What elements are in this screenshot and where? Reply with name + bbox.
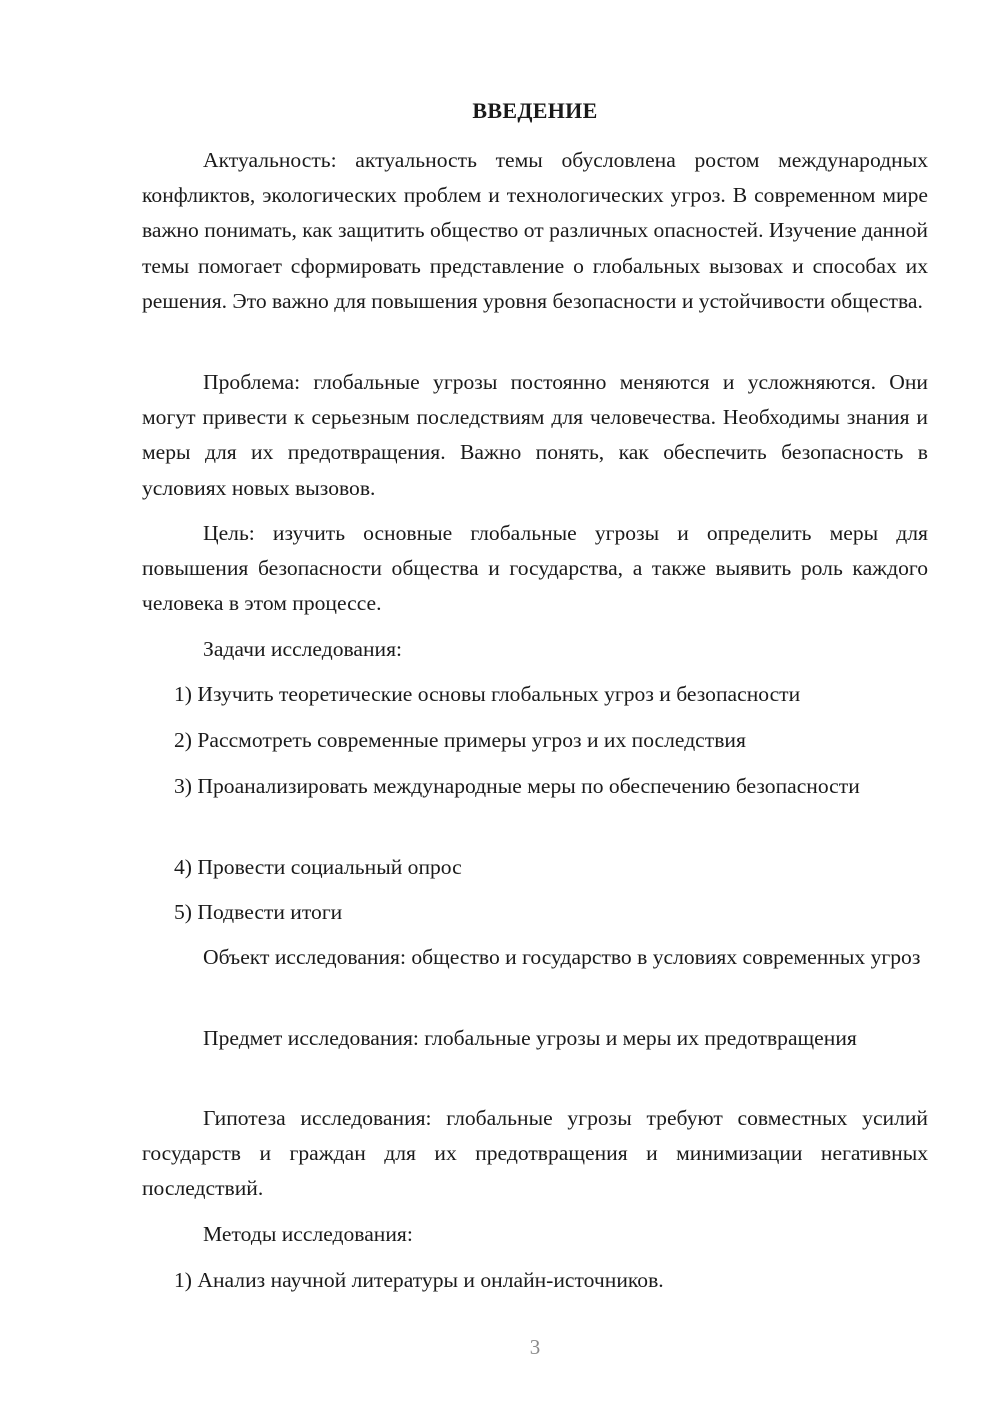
tasks-heading: Задачи исследования:: [203, 637, 403, 661]
subject-paragraph: Предмет исследования: глобальные угрозы и меры их предотвращения: [203, 1026, 857, 1050]
task-item-1: 1) Изучить теоретические основы глобальных угроз и безопасности: [174, 682, 801, 706]
hypothesis-paragraph: Гипотеза исследования: глобальные угрозы требуют совместных усилий государств и граждан для их предотвращения и минимизации негативных последствий.: [142, 1106, 928, 1201]
methods-heading: Методы исследования:: [203, 1222, 413, 1246]
problem-paragraph: Проблема: глобальные угрозы постоянно меняются и усложняются. Они могут привести к серьезным последствиям для человечества. Необходимы знания и меры для их предотвращения. Важно понять, как обеспечить безопасность в условиях новых вызовов.: [142, 370, 928, 500]
goal-paragraph: Цель: изучить основные глобальные угрозы и определить меры для повышения безопасности общества и государства, а также выявить роль каждого человека в этом процессе.: [142, 521, 928, 616]
task-item-4: 4) Провести социальный опрос: [174, 855, 462, 879]
section-heading: ВВЕДЕНИЕ: [472, 98, 598, 123]
task-item-5: 5) Подвести итоги: [174, 900, 343, 924]
task-item-2: 2) Рассмотреть современные примеры угроз и их последствия: [174, 728, 746, 752]
object-paragraph: Объект исследования: общество и государство в условиях современных угроз: [203, 945, 921, 969]
page-number: 3: [529, 1335, 541, 1359]
relevance-paragraph: Актуальность: актуальность темы обусловлена ростом международных конфликтов, экологических проблем и технологических угроз. В современном мире важно понимать, как защитить общество от различных опасностей. Изучение данной темы помогает сформировать представление о глобальных вызовах и способах их решения. Это важно для повышения уровня безопасности и устойчивости общества.: [142, 148, 928, 313]
document-page: [142, 0, 928, 1414]
method-item-1: 1) Анализ научной литературы и онлайн-источников.: [174, 1268, 664, 1292]
task-item-3: 3) Проанализировать международные меры по обеспечению безопасности: [174, 774, 860, 798]
